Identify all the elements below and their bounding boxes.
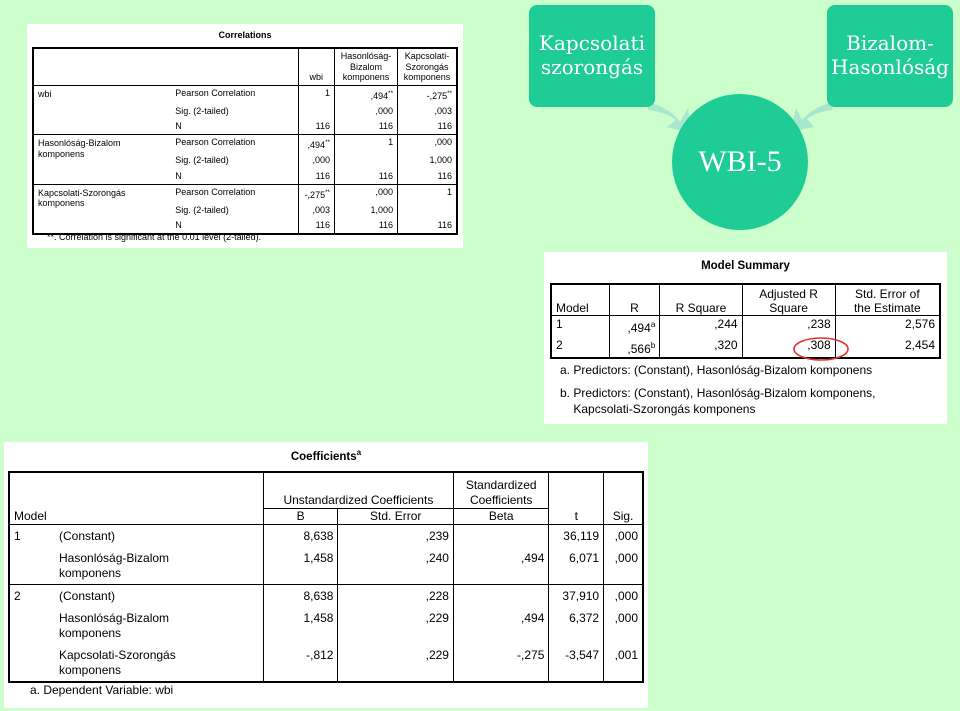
value-text: ,494	[307, 140, 326, 151]
correlations-value	[398, 135, 457, 154]
predictor-name: Hasonlóság-Bizalom komponens	[59, 610, 170, 640]
value-text: ,000	[375, 186, 394, 197]
r-text: ,494	[627, 321, 651, 335]
correlations-stat-label: Pearson Correlation	[171, 135, 298, 154]
std-error-value: ,229	[338, 644, 454, 682]
correlations-value	[398, 104, 457, 119]
value-text: 1	[388, 137, 394, 148]
correlations-value	[298, 119, 334, 135]
std-error-value: 2,454	[835, 337, 940, 359]
box-right-label: Bizalom- Hasonlóság	[831, 31, 949, 79]
beta-value	[453, 524, 548, 547]
correlations-value	[398, 85, 457, 104]
value-text: 1	[446, 186, 452, 197]
correlations-value	[398, 218, 457, 234]
model-header: Model	[9, 472, 263, 524]
std-error-value: ,240	[338, 547, 454, 585]
model-summary-col-header: Model	[551, 284, 609, 316]
significance-mark: **	[388, 89, 394, 97]
table-row	[33, 135, 457, 154]
correlations-stat-label: Sig. (2-tailed)	[175, 204, 229, 215]
significance-mark: **	[325, 139, 330, 147]
model-number: 2	[556, 337, 563, 352]
beta-value: ,494	[453, 607, 548, 644]
predictor-name: (Constant)	[55, 584, 263, 607]
table-row	[33, 85, 457, 104]
value-text: 116	[437, 220, 452, 231]
correlations-col-header: Kapcsolati- Szorongás komponens	[398, 48, 457, 85]
correlations-value	[398, 119, 457, 135]
value-text: 116	[378, 220, 394, 231]
table-row	[9, 524, 643, 547]
b-header: B	[263, 508, 338, 524]
r-footnote-mark: a	[650, 319, 656, 329]
std-error-value: ,229	[338, 607, 454, 644]
correlations-col-header: wbi	[298, 48, 334, 85]
correlations-col-header: Hasonlóság- Bizalom komponens	[334, 48, 397, 85]
value-text: ,494	[370, 90, 389, 101]
table-row	[551, 337, 940, 359]
correlations-value	[298, 85, 334, 104]
circle-label: WBI-5	[698, 145, 782, 178]
beta-value: -,275	[453, 644, 548, 682]
r-square-value: ,320	[660, 337, 742, 359]
model-summary-title: Model Summary	[701, 260, 790, 272]
correlations-value	[398, 184, 457, 203]
t-value: -3,547	[549, 644, 604, 682]
sig-value: ,000	[604, 607, 643, 644]
value-text: 116	[378, 170, 394, 181]
correlations-value	[298, 169, 334, 185]
correlations-value	[334, 218, 397, 234]
predictor-name: Hasonlóság-Bizalom komponens	[59, 550, 170, 580]
coefficients-table	[8, 471, 644, 683]
correlations-row-label: wbi	[38, 88, 52, 99]
correlations-value	[298, 184, 334, 203]
correlations-value	[298, 135, 334, 154]
model-summary-header-row	[551, 284, 940, 316]
correlations-stat-label: N	[175, 120, 182, 131]
correlations-value	[334, 135, 397, 154]
predictor-name: (Constant)	[59, 528, 116, 543]
predictor-name: Kapcsolati-Szorongás komponens	[59, 647, 176, 677]
std-error-header: Std. Error	[338, 508, 454, 524]
table-row	[9, 607, 643, 644]
r-value	[609, 337, 660, 359]
t-value: 36,119	[549, 524, 604, 547]
adjusted-r-square-value: ,238	[742, 316, 835, 337]
model-summary-table	[550, 283, 941, 359]
std-error-value: ,239	[338, 524, 454, 547]
b-value: 8,638	[263, 524, 338, 547]
value-text: 116	[315, 170, 330, 181]
r-text: ,566	[627, 341, 651, 356]
correlations-stat-label: Pearson Correlation	[171, 184, 298, 203]
value-text: 116	[378, 120, 394, 131]
significance-mark: **	[325, 188, 330, 196]
model-summary-col-header: Std. Error of the Estimate	[835, 284, 940, 316]
t-value: 6,372	[549, 607, 604, 644]
unstandardized-header: Unstandardized Coefficients	[263, 472, 453, 508]
value-text: 116	[437, 120, 452, 131]
b-value: 1,458	[263, 547, 338, 585]
table-row	[9, 547, 643, 585]
correlations-value	[334, 169, 397, 185]
correlations-value	[398, 169, 457, 185]
value-text: 116	[315, 220, 330, 231]
correlations-stat-label: Pearson Correlation	[175, 87, 256, 98]
value-text: 1	[324, 87, 330, 98]
coefficients-panel	[4, 442, 648, 708]
beta-header: Beta	[453, 508, 548, 524]
value-text: ,000	[434, 137, 452, 148]
correlations-value	[298, 153, 334, 168]
sig-header: Sig.	[604, 472, 643, 524]
model-number: 1	[14, 528, 21, 543]
model-summary-note-b: b. Predictors: (Constant), Hasonlóság-Bizalom komponens, Kapcsolati-Szorongás komponens	[560, 386, 876, 416]
correlations-value	[334, 85, 397, 104]
coefficients-footnote: a. Dependent Variable: wbi	[30, 683, 174, 697]
value-text: ,003	[312, 204, 330, 215]
b-value: -,812	[263, 644, 338, 682]
correlations-value	[334, 203, 397, 218]
standardized-header: Standardized Coefficients	[453, 472, 548, 508]
std-error-value: ,228	[338, 584, 454, 607]
value-text: 1,000	[429, 155, 452, 166]
model-summary-note-a: a. Predictors: (Constant), Hasonlóság-Bizalom komponens	[560, 363, 873, 377]
correlations-value	[298, 218, 334, 234]
model-summary-col-header: R	[609, 284, 660, 316]
value-text: 116	[437, 170, 452, 181]
model-summary-panel	[544, 252, 947, 424]
table-row	[551, 316, 940, 337]
box-left-label: Kapcsolati szorongás	[539, 31, 645, 79]
sig-value: ,001	[604, 644, 643, 682]
t-header: t	[549, 472, 604, 524]
correlations-row-label: Kapcsolati-Szorongás komponens	[33, 184, 171, 234]
value-text: 1,000	[370, 204, 394, 215]
model-summary-col-header: Adjusted R Square	[742, 284, 835, 316]
correlations-stat-label: Sig. (2-tailed)	[175, 155, 229, 166]
coefficients-title-text: Coefficients	[290, 450, 357, 463]
t-value: 6,071	[549, 547, 604, 585]
box-bizalom-hasonlosag	[827, 5, 953, 107]
sig-value: ,000	[604, 584, 643, 607]
wbi-diagram	[520, 0, 960, 240]
significance-mark: **	[447, 89, 452, 97]
correlations-row-label: Hasonlóság-Bizalom komponens	[33, 135, 171, 185]
model-number: 2	[9, 584, 55, 682]
coefficients-title-sup: a	[356, 448, 362, 457]
correlations-value	[298, 104, 334, 119]
sig-value: ,000	[604, 524, 643, 547]
header-blank	[33, 48, 298, 85]
value-text: 116	[315, 120, 330, 131]
correlations-value	[334, 104, 397, 119]
correlations-table-panel	[27, 24, 463, 248]
beta-value: ,494	[453, 547, 548, 585]
correlations-value	[334, 153, 397, 168]
sig-value: ,000	[604, 547, 643, 585]
correlations-value	[398, 153, 457, 168]
table-row	[33, 184, 457, 203]
value-text: ,000	[375, 105, 394, 116]
correlations-value	[334, 119, 397, 135]
value-text: ,000	[312, 155, 330, 166]
r-footnote-mark: b	[650, 339, 656, 350]
correlations-stat-label: N	[175, 170, 182, 181]
r-value	[609, 316, 660, 337]
value-text: ,003	[434, 105, 452, 116]
correlations-title: Correlations	[218, 30, 272, 40]
correlations-value	[334, 184, 397, 203]
correlations-value	[398, 203, 457, 218]
circle-wbi-5	[672, 94, 808, 230]
r-square-value: ,244	[660, 316, 742, 337]
adjusted-r-square-value: ,308	[742, 337, 835, 359]
model-number: 1	[556, 317, 563, 331]
t-value: 37,910	[549, 584, 604, 607]
beta-value	[453, 584, 548, 607]
correlations-header-row	[33, 48, 457, 85]
value-text: -,275	[426, 90, 448, 101]
value-text: -,275	[304, 189, 326, 200]
model-summary-col-header: R Square	[660, 284, 742, 316]
coefficients-title	[4, 442, 648, 463]
table-row	[9, 584, 643, 607]
correlations-stat-label: N	[175, 220, 182, 231]
b-value: 8,638	[263, 584, 338, 607]
table-row	[9, 644, 643, 682]
correlations-stat-label: Sig. (2-tailed)	[175, 105, 229, 116]
coefficients-header-row	[9, 472, 643, 508]
correlations-footnote: **. Correlation is significant at the 0.01 level (2-tailed).	[47, 232, 262, 242]
std-error-value: 2,576	[835, 316, 940, 337]
b-value: 1,458	[263, 607, 338, 644]
correlations-value	[298, 203, 334, 218]
correlations-table	[32, 47, 458, 235]
box-kapcsolati-szorongas	[529, 5, 655, 107]
